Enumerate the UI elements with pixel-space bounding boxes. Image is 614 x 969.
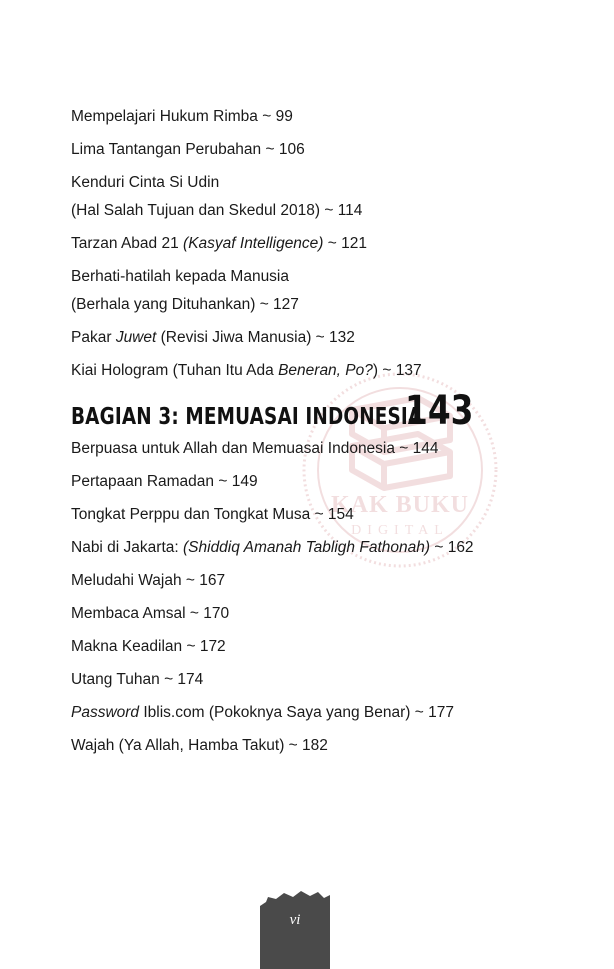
toc-entry	[71, 266, 591, 316]
entry-text: Pakar	[71, 329, 116, 346]
entry-text: (Berhala yang Dituhankan) ~ 127	[71, 296, 299, 313]
toc-entry	[71, 233, 591, 255]
entry-italic-text: (Shiddiq Amanah Tabligh Fathonah)	[183, 539, 431, 556]
entry-text: (Revisi Jiwa Manusia) ~ 132	[156, 329, 355, 346]
watermark-text-line2: DIGITAL	[351, 523, 449, 538]
table-of-contents	[71, 106, 591, 768]
entry-text: (Hal Salah Tujuan dan Skedul 2018) ~ 114	[71, 202, 363, 219]
entry-text: Kiai Hologram (Tuhan Itu Ada	[71, 362, 279, 379]
entry-text: Iblis.com (Pokoknya Saya yang Benar) ~ 177	[139, 704, 454, 721]
toc-entry	[71, 537, 591, 559]
entry-text: Tongkat Perppu dan Tongkat Musa ~ 154	[71, 506, 354, 523]
toc-entry	[71, 139, 591, 161]
toc-entries-top	[71, 106, 591, 382]
entry-text: Pertapaan Ramadan ~ 149	[71, 473, 258, 490]
section-page-number: 143	[405, 388, 474, 434]
entry-text: Berpuasa untuk Allah dan Memuasai Indonesia ~ 144	[71, 440, 439, 457]
section-title: BAGIAN 3: MEMUASAI INDONESIA	[71, 404, 423, 430]
toc-entry	[71, 471, 591, 493]
entry-italic-text: (Kasyaf Intelligence)	[183, 235, 324, 252]
toc-entry	[71, 570, 591, 592]
toc-entry	[71, 327, 591, 349]
entry-text: ~ 162	[430, 539, 474, 556]
entry-text: Tarzan Abad 21	[71, 235, 184, 252]
toc-entries-bottom	[71, 438, 591, 757]
toc-entry-line	[71, 172, 591, 194]
toc-entry	[71, 669, 591, 691]
watermark-text-line1: KAK BUKU	[330, 492, 470, 518]
page-number: vi	[289, 912, 301, 928]
toc-entry	[71, 438, 591, 460]
entry-italic-text: Beneran, Po?	[278, 362, 373, 379]
toc-entry	[71, 735, 591, 757]
entry-text: ~ 121	[323, 235, 367, 252]
entry-text: Berhati-hatilah kepada Manusia	[71, 268, 289, 285]
toc-entry	[71, 636, 591, 658]
entry-italic-text: Password	[71, 704, 140, 721]
entry-text: Meludahi Wajah ~ 167	[71, 572, 226, 589]
section-heading	[71, 388, 591, 434]
entry-text: Lima Tantangan Perubahan ~ 106	[71, 141, 305, 158]
toc-entry-line	[71, 294, 591, 316]
entry-text: Makna Keadilan ~ 172	[71, 638, 226, 655]
toc-entry	[71, 360, 591, 382]
toc-entry	[71, 702, 591, 724]
toc-entry	[71, 504, 591, 526]
entry-text: ) ~ 137	[372, 362, 422, 379]
toc-entry	[71, 603, 591, 625]
toc-entry	[71, 106, 591, 128]
entry-text: Nabi di Jakarta:	[71, 539, 183, 556]
entry-text: Kenduri Cinta Si Udin	[71, 174, 220, 191]
entry-text: Utang Tuhan ~ 174	[71, 671, 204, 688]
entry-text: Wajah (Ya Allah, Hamba Takut) ~ 182	[71, 737, 328, 754]
entry-text: Membaca Amsal ~ 170	[71, 605, 230, 622]
toc-entry	[71, 172, 591, 222]
entry-italic-text: Juwet	[115, 329, 157, 346]
toc-entry-line	[71, 266, 591, 288]
entry-text: Mempelajari Hukum Rimba ~ 99	[71, 108, 293, 125]
toc-entry-line	[71, 200, 591, 222]
